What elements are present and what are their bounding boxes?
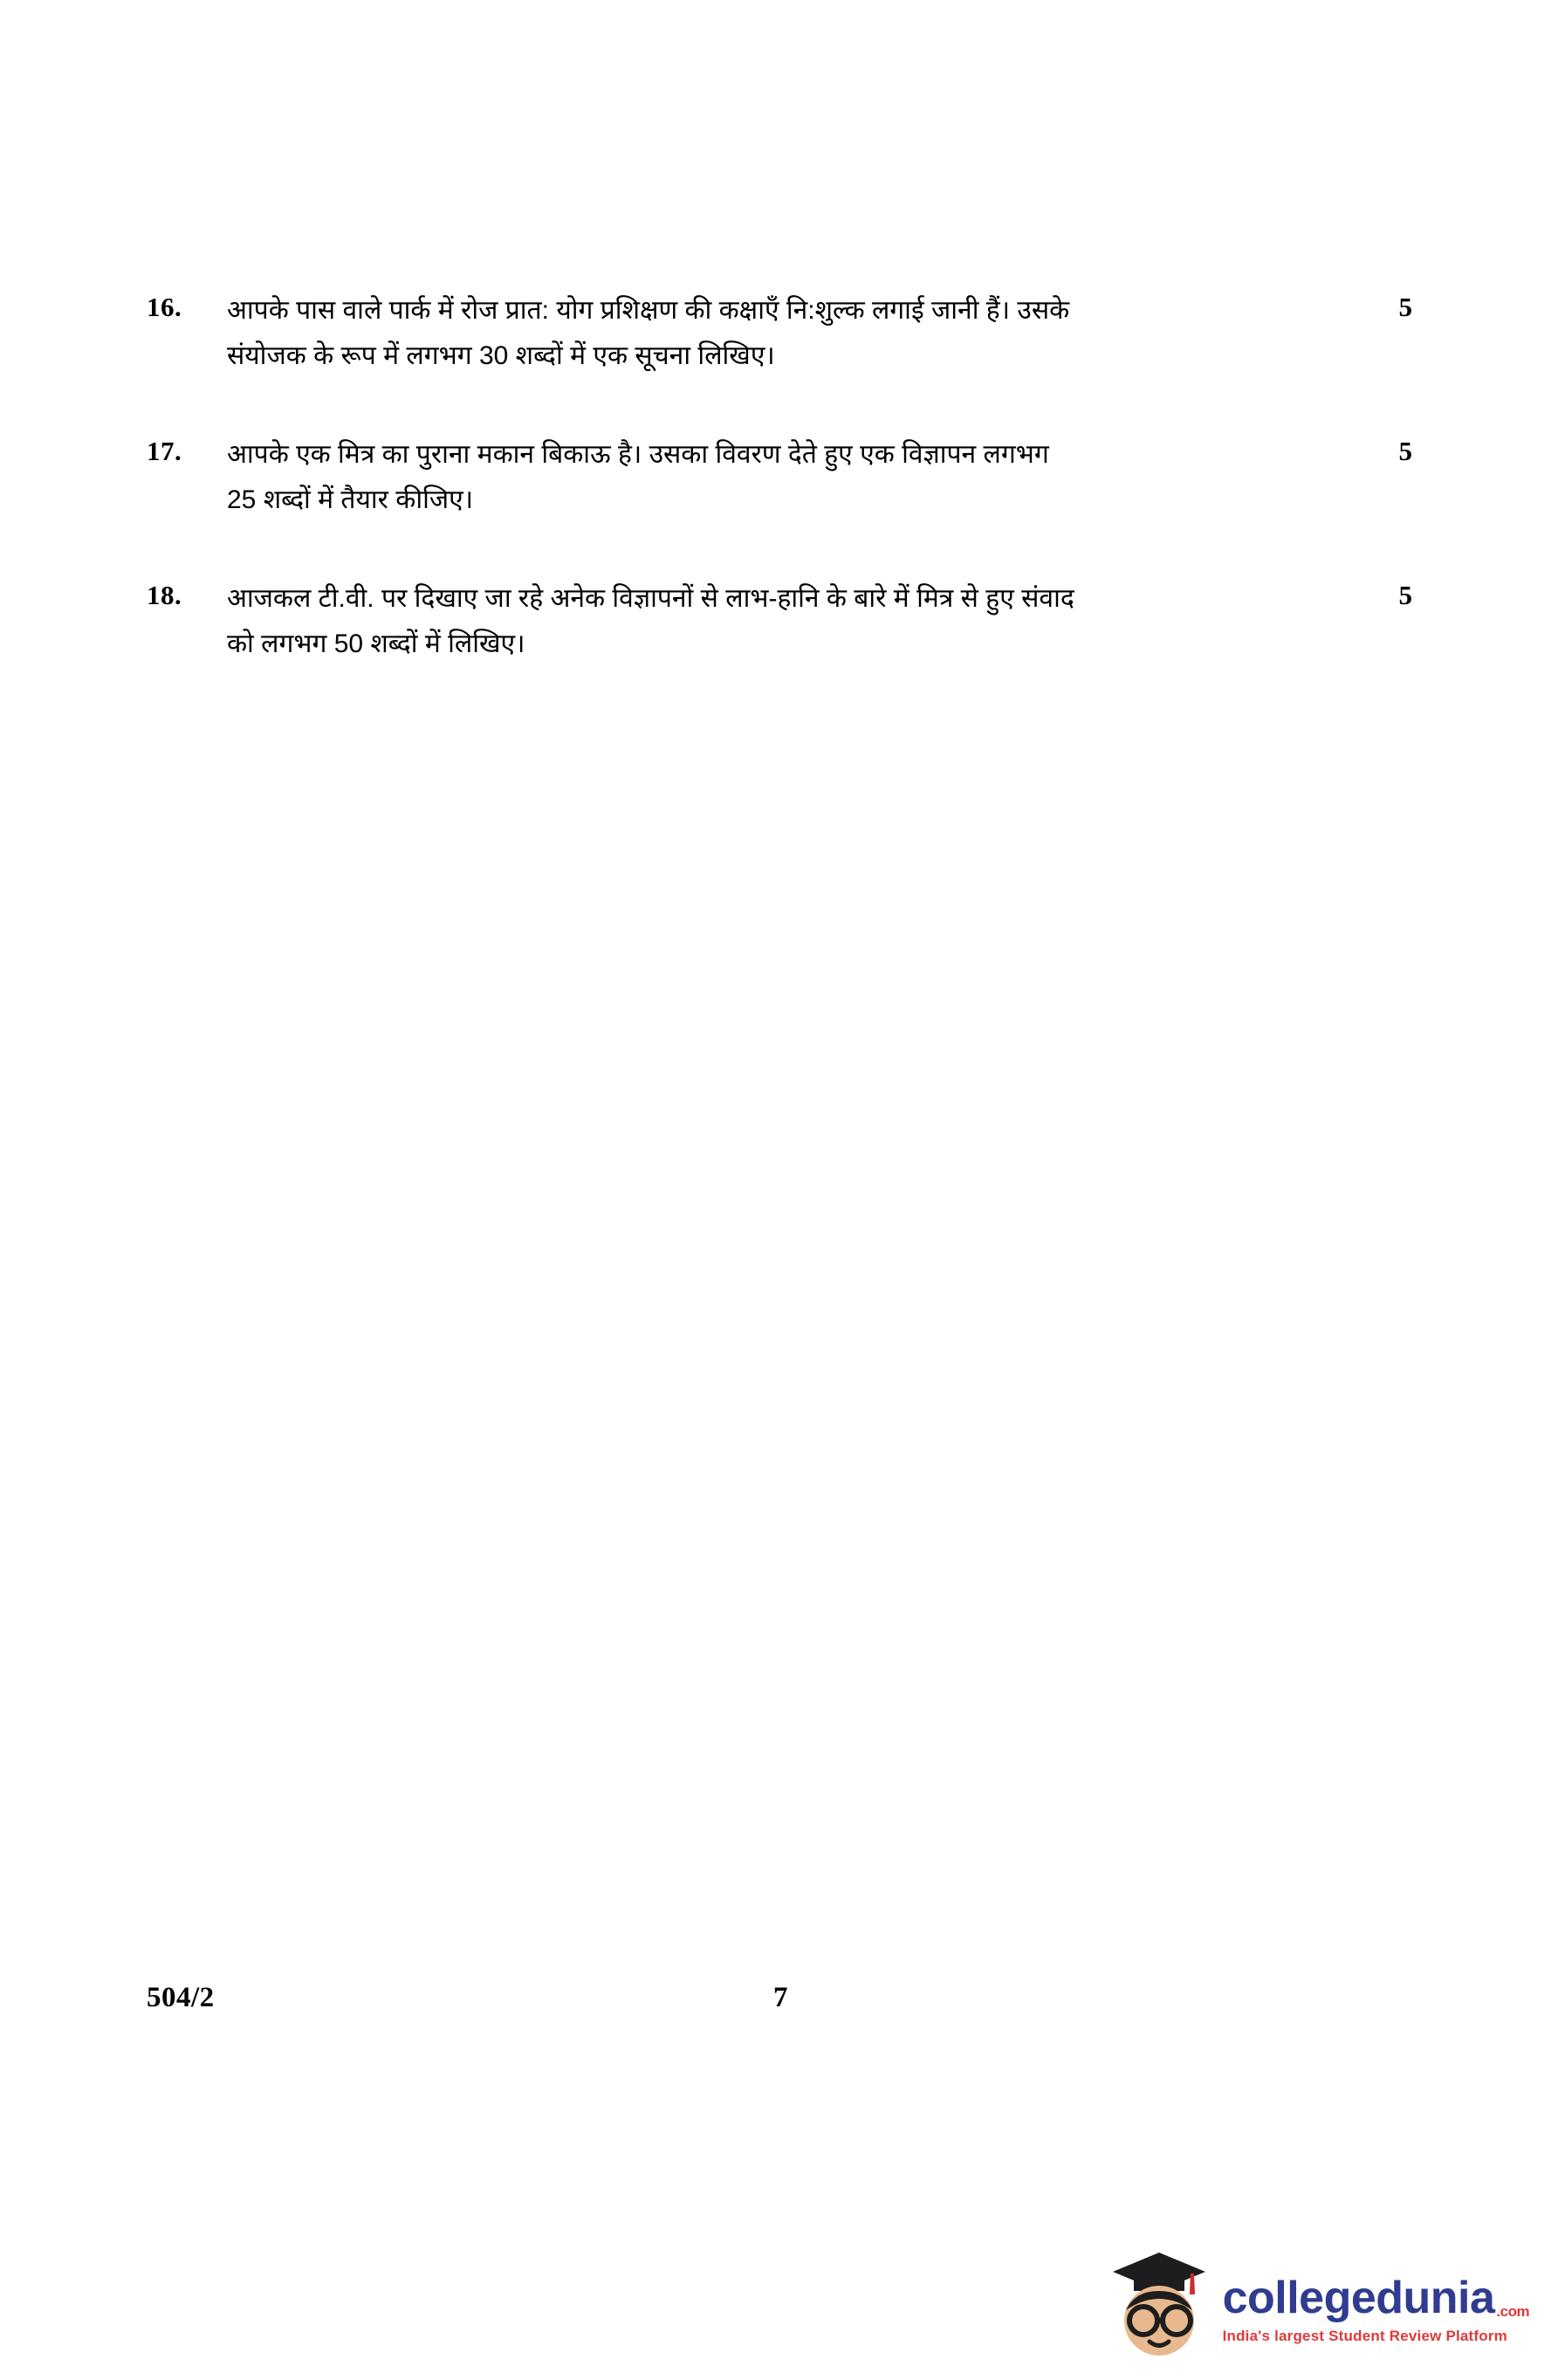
question-item (147, 576, 1412, 666)
question-item (147, 288, 1412, 378)
question-number: 18. (147, 580, 182, 611)
question-line: संयोजक के रूप में लगभग 30 शब्दों में एक सूचना लिखिए। (227, 340, 775, 370)
page-footer (147, 1982, 1412, 2014)
question-line: को लगभग 50 शब्दों में लिखिए। (227, 629, 525, 658)
paper-code: 504/2 (147, 1982, 215, 2013)
question-marks: 5 (1398, 436, 1412, 467)
question-number: 16. (147, 292, 182, 322)
question-line: आजकल टी.वी. पर दिखाए जा रहे अनेक विज्ञापनों से लाभ-हानि के बारे में मित्र से हुए संवाद (227, 584, 1074, 614)
collegedunia-watermark (1108, 2246, 1530, 2359)
brand-label: collegedunia (1222, 2273, 1495, 2323)
question-line: आपके पास वाले पार्क में रोज प्रात: योग प्रशिक्षण की कक्षाएँ नि:शुल्क लगाई जानी हैं। उसके (227, 296, 1070, 325)
page-number: 7 (773, 1982, 788, 2013)
watermark-text (1222, 2273, 1530, 2359)
brand-domain: .com (1496, 2303, 1530, 2320)
question-number: 17. (147, 436, 182, 467)
question-text (227, 288, 1351, 378)
question-line: आपके एक मित्र का पुराना मकान बिकाऊ है। उसका विवरण देते हुए एक विज्ञापन लगभग (227, 440, 1049, 470)
question-marks: 5 (1398, 292, 1412, 322)
questions-list (147, 288, 1412, 721)
mascot-icon (1108, 2246, 1211, 2359)
question-marks: 5 (1398, 580, 1412, 611)
question-item (147, 432, 1412, 522)
question-text (227, 432, 1351, 522)
brand-tagline: India's largest Student Review Platform (1222, 2328, 1507, 2344)
question-text (227, 576, 1351, 666)
brand-name (1222, 2273, 1530, 2323)
question-line: 25 शब्दों में तैयार कीजिए। (227, 485, 474, 514)
